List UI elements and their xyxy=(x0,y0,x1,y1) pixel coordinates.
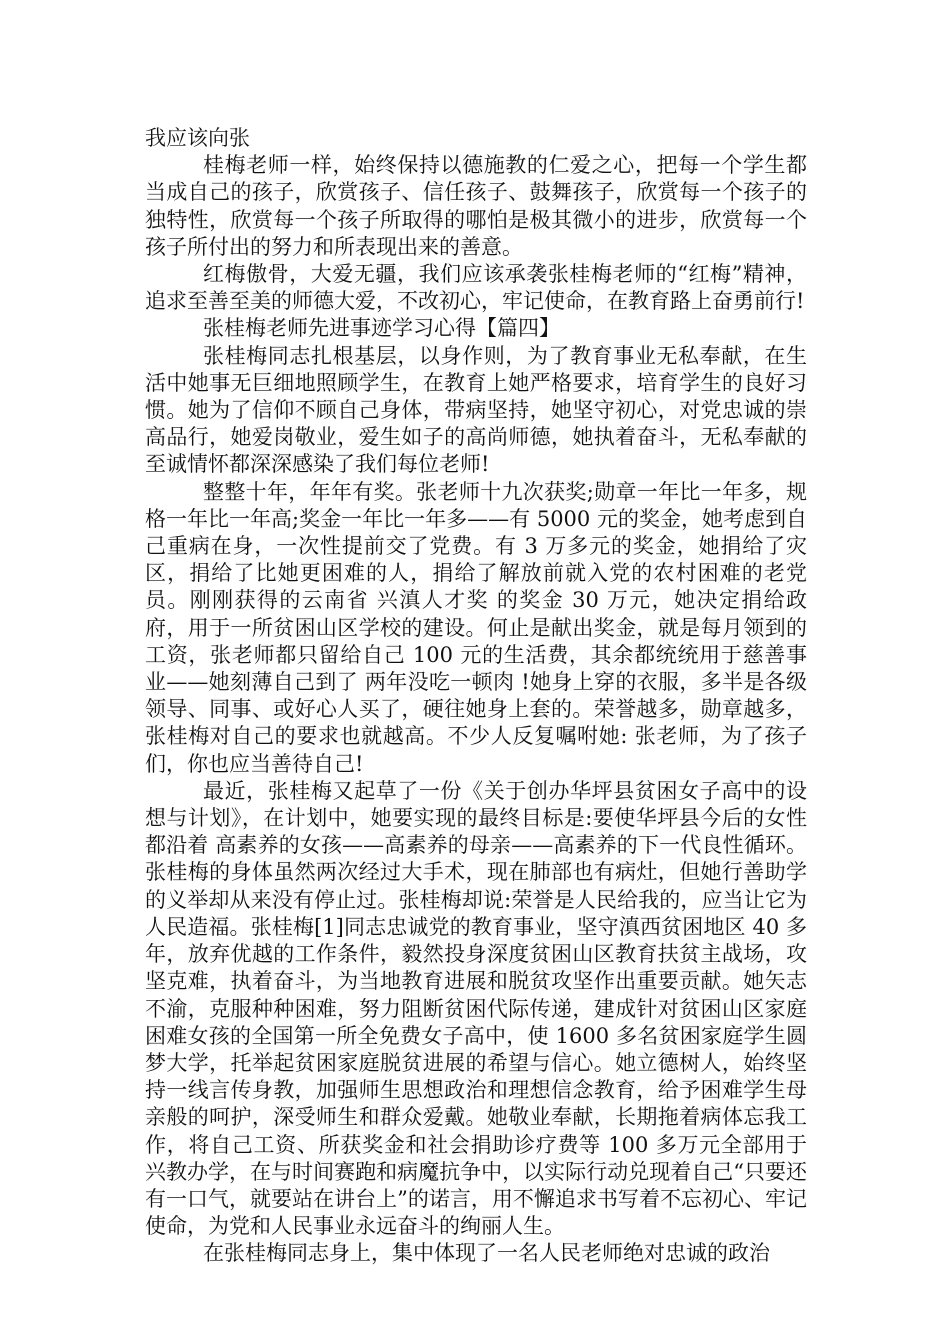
document-body xyxy=(145,125,807,1268)
section-heading: 张桂梅老师先进事迹学习心得【篇四】 xyxy=(203,316,560,341)
paragraph-7: 最近，张桂梅又起草了一份《关于创办华坪县贫困女子高中的设想与计划》，在计划中，她要实现的最终目标是:要使华坪县今后的女性都沿着 高素养的女孩——高素养的母亲——高素养的下一代良性循环。张桂梅的身体虽然两次经过大手术，现在肺部也有病灶，但她行善助学的义举却从来没有停止过。张桂梅却说:荣誉是人民给我的，应当让它为人民造福。张桂梅[1]同志忠诚党的教育事业，坚守滇西贫困地区 40 多年，放弃优越的工作条件，毅然投身深度贫困山区教育扶贫主战场，攻坚克难，执着奋斗，为当地教育进展和脱贫攻坚作出重要贡献。她矢志不渝，克服种种困难，努力阻断贫困代际传递，建成针对贫困山区家庭困难女孩的全国第一所全免费女子高中，使 1600 多名贫困家庭学生圆梦大学，托举起贫困家庭脱贫进展的希望与信心。她立德树人，始终坚持一线言传身教，加强师生思想政治和理想信念教育，给予困难学生母亲般的呵护，深受师生和群众爱戴。她敬业奉献，长期拖着病体忘我工作，将自己工资、所获奖金和社会捐助诊疗费等 100 多万元全部用于兴教办学，在与时间赛跑和病魔抗争中，以实际行动兑现着自己“只要还有一口气，就要站在讲台上”的诺言，用不懈追求书写着不忘初心、牢记使命，为党和人民事业永远奋斗的绚丽人生。 xyxy=(145,778,807,1239)
paragraph-1: 我应该向张 xyxy=(145,126,250,150)
paragraph-2: 桂梅老师一样，始终保持以德施教的仁爱之心，把每一个学生都当成自己的孩子，欣赏孩子、信任孩子、鼓舞孩子，欣赏每一个孩子的独特性，欣赏每一个孩子所取得的哪怕是极其微小的进步，欣赏每一个孩子所付出的努力和所表现出来的善意。 xyxy=(145,153,807,259)
paragraph-6: 整整十年，年年有奖。张老师十九次获奖;勋章一年比一年多，规格一年比一年高;奖金一年比一年多——有 5000 元的奖金，她考虑到自己重病在身，一次性提前交了党费。有 3 万多元的奖金，她捐给了灾区，捐给了比她更困难的人，捐给了解放前就入党的农村困难的老党员。刚刚获得的云南省 兴滇人才奖 的奖金 30 万元，她决定捐给政府，用于一所贫困山区学校的建设。何止是献出奖金，就是每月领到的工资，张老师都只留给自己 100 元的生活费，其余都统统用于慈善事业——她刻薄自己到了 两年没吃一顿肉 !她身上穿的衣服，多半是各级领导、同事、或好心人买了，硬往她身上套的。荣誉越多，勋章越多，张桂梅对自己的要求也就越高。不少人反复嘱咐她: 张老师，为了孩子们，你也应当善待自己! xyxy=(145,479,807,776)
paragraph-5: 张桂梅同志扎根基层，以身作则，为了教育事业无私奉献，在生活中她事无巨细地照顾学生，在教育上她严格要求，培育学生的良好习惯。她为了信仰不顾自己身体，带病坚持，她坚守初心，对党忠诚的崇高品行，她爱岗敬业，爱生如子的高尚师德，她执着奋斗，无私奉献的至诚情怀都深深感染了我们每位老师! xyxy=(145,343,807,477)
paragraph-8: 在张桂梅同志身上，集中体现了一名人民老师绝对忠诚的政治 xyxy=(203,1241,770,1266)
paragraph-3: 红梅傲骨，大爱无疆，我们应该承袭张桂梅老师的“红梅”精神，追求至善至美的师德大爱，不改初心，牢记使命，在教育路上奋勇前行! xyxy=(145,262,807,314)
